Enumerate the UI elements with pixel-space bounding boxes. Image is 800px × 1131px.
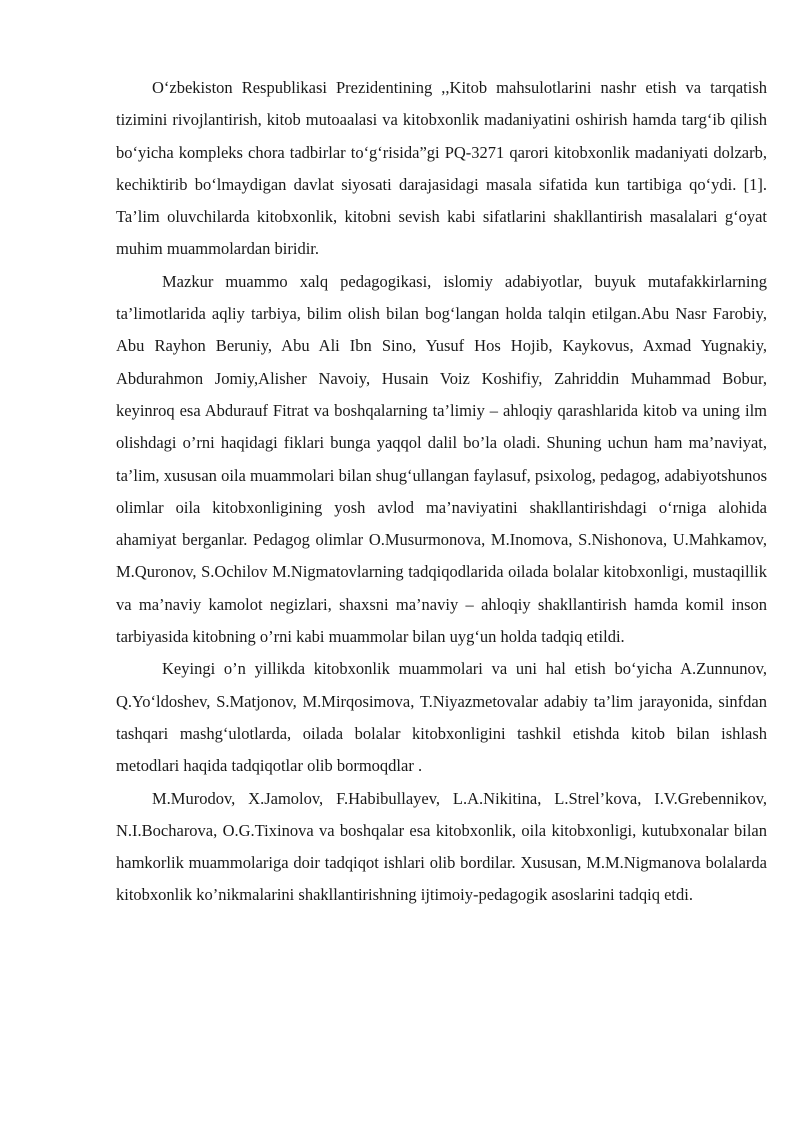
paragraph-4: M.Murodov, X.Jamolov, F.Habibullayev, L.A.Nikitina, L.Strel’kova, I.V.Grebennikov, N.I.Bocharova, O.G.Tixinova va boshqalar esa kitobxonlik, oila kitobxonligi, kutubxonalar bilan hamkorlik muammolariga doir tadqiqot ishlari olib bordilar. Xususan, M.M.Nigmanova bolalarda kitobxonlik ko’nikmalarini shakllantirishning ijtimoiy-pedagogik asoslarini tadqiq etdi. — [116, 788, 767, 905]
paragraph-3: Keyingi o’n yillikda kitobxonlik muammolari va uni hal etish bo‘yicha A.Zunnunov, Q.Yo‘ldoshev, S.Matjonov, M.Mirqosimova, T.Niyazmetovalar adabiy ta’lim jarayonida, sinfdan tashqari mashg‘ulotlarda, oilada bolalar kitobxonligini tashkil etishda kitob bilan ishlash metodlari haqida tadqiqotlar olib bormoqdlar . — [116, 659, 767, 776]
paragraph-2: Mazkur muammo xalq pedagogikasi, islomiy adabiyotlar, buyuk mutafakkirlarning ta’limotlarida aqliy tarbiya, bilim olish bilan bog‘langan holda talqin etilgan.Abu Nasr Farobiy, Abu Rayhon Beruniy, Abu Ali Ibn Sino, Yusuf Hos Hojib, Kaykovus, Axmad Yugnakiy, Abdurahmon Jomiy,Alisher Navoiy, Husain Voiz Koshifiy, Zahriddin Muhammad Bobur, keyinroq esa Abdurauf Fitrat va boshqalarning ta’limiy – ahloqiy qarashlarida kitob va uning ilm olishdagi o’rni haqidagi fiklari bunga yaqqol dalil bo’la oladi. Shuning uchun ham ma’naviyat, ta’lim, xususan oila muammolari bilan shug‘ullangan faylasuf, psixolog, pedagog, adabiyotshunos olimlar oila kitobxonligining yosh avlod ma’naviyatini shakllantirishdagi o‘rniga alohida ahamiyat berganlar. Pedagog olimlar O.Musurmonova, M.Inomova, S.Nishonova, U.Mahkamov, M.Quronov, S.Ochilov M.Nigmatovlarning tadqiqodlarida oilada bolalar kitobxonligi, mustaqillik va ma’naviy kamolot negizlari, shaxsni ma’naviy – ahloqiy shakllantirish hamda komil inson tarbiyasida kitobning o’rni kabi muammolar bilan uyg‘un holda tadqiq etildi. — [116, 271, 767, 647]
paragraph-1: O‘zbekiston Respublikasi Prezidentining ,,Kitob mahsulotlarini nashr etish va tarqatish tizimini rivojlantirish, kitob mutoaalasi va kitobxonlik madaniyatini oshirish hamda targ‘ib qilish bo‘yicha kompleks chora tadbirlar to‘g‘risida”gi PQ-3271 qarori kitobxonlik madaniyati dolzarb, kechiktirib bo‘lmaydigan davlat siyosati darajasidagi masala sifatida kun tartibiga qo‘ydi. [1]. Ta’lim oluvchilarda kitobxonlik, kitobni sevish kabi sifatlarini shakllantirish masalalari g‘oyat muhim muammolardan biridir. — [116, 78, 767, 259]
body-text — [116, 72, 767, 912]
